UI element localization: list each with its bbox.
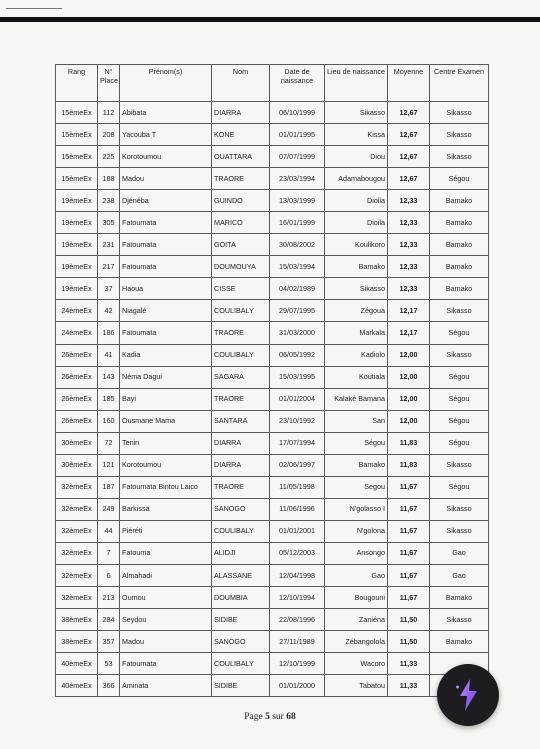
cell-moyenne: 12,33 — [388, 212, 430, 234]
cell-rang: 15èmeEx — [56, 146, 98, 168]
cell-rang: 26èmeEx — [56, 388, 98, 410]
cell-prenom: Abibata — [120, 102, 212, 124]
cell-date: 12/10/1994 — [270, 587, 325, 609]
table-row — [56, 344, 489, 366]
results-table — [55, 64, 489, 697]
table-body — [56, 102, 489, 697]
cell-prenom: Seydou — [120, 609, 212, 631]
table-row — [56, 653, 489, 675]
cell-date: 11/05/1998 — [270, 476, 325, 498]
header-prenom: Prénom(s) — [120, 65, 212, 102]
cell-lieu: Bamako — [325, 256, 388, 278]
cell-rang: 38èmeEx — [56, 609, 98, 631]
cell-moyenne: 11,50 — [388, 609, 430, 631]
cell-nom: SAGARA — [212, 366, 270, 388]
cell-date: 05/12/2003 — [270, 542, 325, 564]
cell-rang: 32èmeEx — [56, 564, 98, 586]
cell-moyenne: 12,33 — [388, 278, 430, 300]
cell-moyenne: 12,33 — [388, 190, 430, 212]
cell-place: 187 — [98, 476, 120, 498]
cell-nom: DIARRA — [212, 454, 270, 476]
cell-nom: TRAORE — [212, 388, 270, 410]
cell-prenom: Aminata — [120, 675, 212, 697]
table-row — [56, 410, 489, 432]
cell-nom: KONE — [212, 124, 270, 146]
footer-prefix: Page — [244, 712, 263, 722]
cell-place: 217 — [98, 256, 120, 278]
cell-date: 15/03/1994 — [270, 256, 325, 278]
cell-date: 31/03/2000 — [270, 322, 325, 344]
cell-date: 23/03/1994 — [270, 168, 325, 190]
cell-centre: Bamako — [430, 234, 489, 256]
cell-date: 27/11/1989 — [270, 631, 325, 653]
table-row — [56, 234, 489, 256]
cell-prenom: Bayi — [120, 388, 212, 410]
cell-rang: 40èmeEx — [56, 675, 98, 697]
results-table-wrapper — [55, 64, 488, 697]
table-row — [56, 212, 489, 234]
table-row — [56, 609, 489, 631]
cell-place: 213 — [98, 587, 120, 609]
cell-nom: GOITA — [212, 234, 270, 256]
cell-centre: Sikasso — [430, 300, 489, 322]
cell-place: 231 — [98, 234, 120, 256]
cell-lieu: Ansongo — [325, 542, 388, 564]
cell-lieu: Kadiolo — [325, 344, 388, 366]
cell-rang: 19èmeEx — [56, 190, 98, 212]
cell-date: 01/01/2004 — [270, 388, 325, 410]
cell-moyenne: 11,67 — [388, 587, 430, 609]
cell-date: 29/07/1995 — [270, 300, 325, 322]
cell-nom: SANOGO — [212, 498, 270, 520]
cell-moyenne: 12,00 — [388, 344, 430, 366]
page-current: 5 — [265, 712, 270, 722]
cell-lieu: N'golona — [325, 520, 388, 542]
cell-nom: TRAORE — [212, 168, 270, 190]
header-moyenne: Moyenne — [388, 65, 430, 102]
cell-moyenne: 11,67 — [388, 542, 430, 564]
cell-prenom: Madou — [120, 631, 212, 653]
cell-centre: Bamako — [430, 278, 489, 300]
cell-rang: 24èmeEx — [56, 322, 98, 344]
cell-prenom: Piéréti — [120, 520, 212, 542]
cell-place: 188 — [98, 168, 120, 190]
cell-nom: COULIBALY — [212, 300, 270, 322]
cell-rang: 30èmeEx — [56, 432, 98, 454]
cell-moyenne: 11,33 — [388, 675, 430, 697]
cell-rang: 32èmeEx — [56, 476, 98, 498]
cell-place: 7 — [98, 542, 120, 564]
cell-place: 143 — [98, 366, 120, 388]
cell-prenom: Fatoumata — [120, 212, 212, 234]
top-rule-thin — [6, 8, 62, 9]
cell-prenom: Fatoumata — [120, 653, 212, 675]
cell-centre: Sikasso — [430, 609, 489, 631]
cell-nom: GUINDO — [212, 190, 270, 212]
footer-mid: sur — [272, 712, 284, 722]
cell-lieu: Dioila — [325, 212, 388, 234]
cell-nom: TRAORE — [212, 476, 270, 498]
cell-rang: 15èmeEx — [56, 102, 98, 124]
cell-rang: 32èmeEx — [56, 542, 98, 564]
cell-rang: 26èmeEx — [56, 410, 98, 432]
cell-nom: SANOGO — [212, 631, 270, 653]
cell-lieu: Adamabougou — [325, 168, 388, 190]
cell-prenom: Korotoumou — [120, 146, 212, 168]
cell-moyenne: 11,67 — [388, 520, 430, 542]
cell-prenom: Niagalé — [120, 300, 212, 322]
cell-lieu: Koutiala — [325, 366, 388, 388]
cell-moyenne: 12,17 — [388, 322, 430, 344]
table-row — [56, 190, 489, 212]
table-row — [56, 102, 489, 124]
cell-moyenne: 12,17 — [388, 300, 430, 322]
header-lieu: Lieu de naissance — [325, 65, 388, 102]
table-row — [56, 564, 489, 586]
cell-nom: DOUMOUYA — [212, 256, 270, 278]
cell-moyenne: 11,67 — [388, 476, 430, 498]
cell-place: 121 — [98, 454, 120, 476]
cell-nom: SANTARA — [212, 410, 270, 432]
cell-centre: Gao — [430, 542, 489, 564]
table-row — [56, 675, 489, 697]
cell-nom: CISSE — [212, 278, 270, 300]
cell-nom: COULIBALY — [212, 344, 270, 366]
cell-rang: 24èmeEx — [56, 300, 98, 322]
cell-date: 15/03/1995 — [270, 366, 325, 388]
cell-nom: COULIBALY — [212, 520, 270, 542]
cell-centre: Sikasso — [430, 454, 489, 476]
cell-centre: Sikasso — [430, 146, 489, 168]
cell-place: 42 — [98, 300, 120, 322]
header-place: N° Place — [98, 65, 120, 102]
table-row — [56, 278, 489, 300]
cell-moyenne: 12,67 — [388, 102, 430, 124]
assistant-fab-button[interactable] — [437, 664, 499, 726]
cell-nom: DIARRA — [212, 432, 270, 454]
cell-centre: Bamako — [430, 631, 489, 653]
cell-date: 07/07/1999 — [270, 146, 325, 168]
cell-place: 225 — [98, 146, 120, 168]
cell-centre: Sikasso — [430, 102, 489, 124]
cell-rang: 32èmeEx — [56, 520, 98, 542]
sparkle-icon — [453, 678, 483, 712]
cell-prenom: Haoua — [120, 278, 212, 300]
cell-place: 366 — [98, 675, 120, 697]
cell-lieu: Kissa — [325, 124, 388, 146]
cell-prenom: Fatouma — [120, 542, 212, 564]
cell-place: 305 — [98, 212, 120, 234]
cell-date: 13/03/1999 — [270, 190, 325, 212]
cell-place: 249 — [98, 498, 120, 520]
cell-moyenne: 12,33 — [388, 256, 430, 278]
cell-date: 01/01/2000 — [270, 675, 325, 697]
cell-date: 16/01/1999 — [270, 212, 325, 234]
cell-rang: 19èmeEx — [56, 256, 98, 278]
table-row — [56, 322, 489, 344]
cell-rang: 19èmeEx — [56, 278, 98, 300]
cell-date: 11/06/1996 — [270, 498, 325, 520]
cell-centre: Sikasso — [430, 498, 489, 520]
cell-moyenne: 11,67 — [388, 564, 430, 586]
cell-rang: 32èmeEx — [56, 587, 98, 609]
cell-date: 22/08/1996 — [270, 609, 325, 631]
cell-rang: 15èmeEx — [56, 124, 98, 146]
cell-prenom: Kadia — [120, 344, 212, 366]
cell-moyenne: 12,67 — [388, 124, 430, 146]
cell-centre: Bamako — [430, 256, 489, 278]
cell-nom: ALIDJI — [212, 542, 270, 564]
cell-nom: SIDIBE — [212, 609, 270, 631]
page-total: 68 — [286, 712, 296, 722]
cell-moyenne: 11,83 — [388, 432, 430, 454]
cell-rang: 26èmeEx — [56, 366, 98, 388]
cell-nom: COULIBALY — [212, 653, 270, 675]
cell-prenom: Djénéba — [120, 190, 212, 212]
cell-moyenne: 12,00 — [388, 410, 430, 432]
cell-centre: Bamako — [430, 212, 489, 234]
cell-lieu: Segou — [325, 476, 388, 498]
table-row — [56, 476, 489, 498]
cell-date: 01/01/1995 — [270, 124, 325, 146]
cell-prenom: Almahadi — [120, 564, 212, 586]
cell-date: 06/10/1999 — [270, 102, 325, 124]
cell-lieu: Zébangolola — [325, 631, 388, 653]
header-date: Date de naissance — [270, 65, 325, 102]
cell-rang: 38èmeEx — [56, 631, 98, 653]
cell-moyenne: 12,00 — [388, 366, 430, 388]
cell-place: 6 — [98, 564, 120, 586]
cell-place: 112 — [98, 102, 120, 124]
cell-prenom: Barkissa — [120, 498, 212, 520]
cell-rang: 26èmeEx — [56, 344, 98, 366]
top-rule-thick — [0, 17, 540, 22]
cell-nom: OUATTARA — [212, 146, 270, 168]
cell-lieu: Zégoua — [325, 300, 388, 322]
table-row — [56, 388, 489, 410]
cell-lieu: Sikasso — [325, 102, 388, 124]
table-row — [56, 631, 489, 653]
cell-centre: Ségou — [430, 410, 489, 432]
cell-moyenne: 12,33 — [388, 234, 430, 256]
cell-place: 53 — [98, 653, 120, 675]
cell-lieu: Koulikoro — [325, 234, 388, 256]
table-row — [56, 587, 489, 609]
cell-date: 12/04/1998 — [270, 564, 325, 586]
table-row — [56, 366, 489, 388]
cell-prenom: Korotoumou — [120, 454, 212, 476]
cell-centre: Sikasso — [430, 520, 489, 542]
cell-nom: MARICO — [212, 212, 270, 234]
cell-place: 208 — [98, 124, 120, 146]
cell-prenom: Ousmane Mama — [120, 410, 212, 432]
cell-lieu: Markala — [325, 322, 388, 344]
cell-date: 04/02/1989 — [270, 278, 325, 300]
cell-place: 44 — [98, 520, 120, 542]
cell-centre: Ségou — [430, 432, 489, 454]
cell-place: 357 — [98, 631, 120, 653]
table-row — [56, 498, 489, 520]
cell-lieu: Ségou — [325, 432, 388, 454]
cell-lieu: Bougouni — [325, 587, 388, 609]
cell-rang: 19èmeEx — [56, 212, 98, 234]
table-row — [56, 432, 489, 454]
cell-lieu: Kalaké Bamana — [325, 388, 388, 410]
header-centre: Centre Examen — [430, 65, 489, 102]
cell-centre: Ségou — [430, 322, 489, 344]
cell-rang: 40èmeEx — [56, 653, 98, 675]
cell-nom: DIARRA — [212, 102, 270, 124]
cell-lieu: Sikasso — [325, 278, 388, 300]
cell-rang: 15èmeEx — [56, 168, 98, 190]
cell-place: 185 — [98, 388, 120, 410]
cell-lieu: Wacoro — [325, 653, 388, 675]
cell-nom: SIDIBE — [212, 675, 270, 697]
cell-lieu: Bamako — [325, 454, 388, 476]
cell-lieu: Zaniéna — [325, 609, 388, 631]
cell-lieu: Dioila — [325, 190, 388, 212]
cell-moyenne: 11,67 — [388, 498, 430, 520]
cell-moyenne: 12,67 — [388, 146, 430, 168]
cell-date: 01/01/2001 — [270, 520, 325, 542]
cell-prenom: Fatoumata Bintou Laico — [120, 476, 212, 498]
cell-moyenne: 12,00 — [388, 388, 430, 410]
cell-lieu: San — [325, 410, 388, 432]
cell-prenom: Yacouba T — [120, 124, 212, 146]
cell-place: 160 — [98, 410, 120, 432]
cell-place: 41 — [98, 344, 120, 366]
cell-place: 37 — [98, 278, 120, 300]
cell-date: 12/10/1999 — [270, 653, 325, 675]
cell-date: 02/06/1997 — [270, 454, 325, 476]
cell-nom: TRAORE — [212, 322, 270, 344]
cell-place: 284 — [98, 609, 120, 631]
cell-prenom: Oumou — [120, 587, 212, 609]
cell-centre: Ségou — [430, 168, 489, 190]
table-row — [56, 168, 489, 190]
cell-rang: 19èmeEx — [56, 234, 98, 256]
cell-prenom: Madou — [120, 168, 212, 190]
header-nom: Nom — [212, 65, 270, 102]
table-row — [56, 124, 489, 146]
cell-date: 23/10/1992 — [270, 410, 325, 432]
cell-lieu: Diou — [325, 146, 388, 168]
header-rang: Rang — [56, 65, 98, 102]
cell-prenom: Fatoumata — [120, 234, 212, 256]
table-row — [56, 300, 489, 322]
table-row — [56, 256, 489, 278]
cell-centre: Ségou — [430, 388, 489, 410]
cell-date: 17/07/1994 — [270, 432, 325, 454]
table-row — [56, 520, 489, 542]
cell-lieu: Tabatou — [325, 675, 388, 697]
cell-centre: Bamako — [430, 587, 489, 609]
cell-date: 06/05/1992 — [270, 344, 325, 366]
cell-centre: Sikasso — [430, 124, 489, 146]
cell-moyenne: 11,83 — [388, 454, 430, 476]
cell-place: 238 — [98, 190, 120, 212]
cell-date: 30/08/2002 — [270, 234, 325, 256]
cell-centre: Bamako — [430, 190, 489, 212]
cell-centre: Sikasso — [430, 344, 489, 366]
cell-place: 186 — [98, 322, 120, 344]
table-row — [56, 454, 489, 476]
cell-nom: ALASSANE — [212, 564, 270, 586]
cell-prenom: Tenin — [120, 432, 212, 454]
cell-moyenne: 11,50 — [388, 631, 430, 653]
table-row — [56, 146, 489, 168]
cell-lieu: Gao — [325, 564, 388, 586]
cell-rang: 30èmeEx — [56, 454, 98, 476]
table-row — [56, 542, 489, 564]
cell-prenom: Fatoumata — [120, 322, 212, 344]
cell-centre: Gao — [430, 564, 489, 586]
cell-moyenne: 12,67 — [388, 168, 430, 190]
cell-centre: Ségou — [430, 366, 489, 388]
cell-centre: Ségou — [430, 476, 489, 498]
cell-moyenne: 11,33 — [388, 653, 430, 675]
table-header-row — [56, 65, 489, 102]
cell-lieu: N'golasso I — [325, 498, 388, 520]
cell-nom: DOUMBIA — [212, 587, 270, 609]
cell-place: 72 — [98, 432, 120, 454]
cell-prenom: Fatoumata — [120, 256, 212, 278]
cell-prenom: Nèma Dagui — [120, 366, 212, 388]
cell-rang: 32èmeEx — [56, 498, 98, 520]
